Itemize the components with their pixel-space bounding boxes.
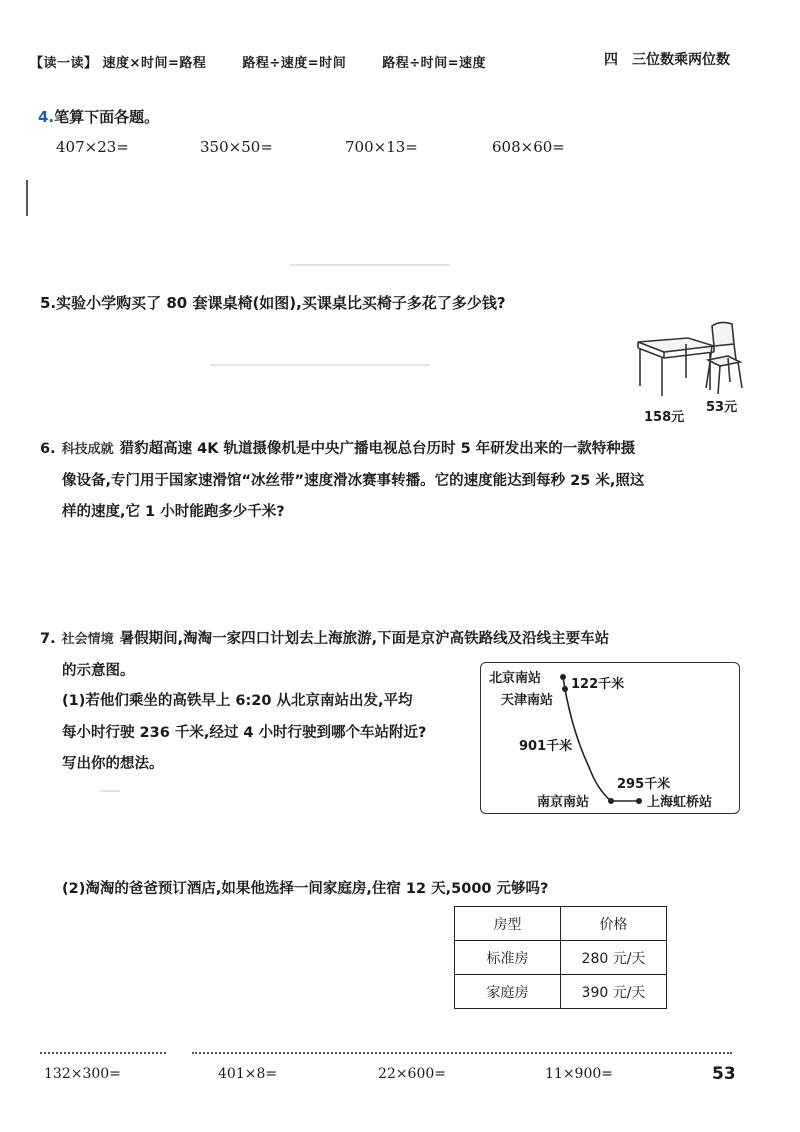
distance-2: 901千米 [519, 739, 573, 754]
table-header-price: 价格 [561, 907, 667, 941]
q7-number: 7. [40, 631, 56, 647]
distance-3: 295千米 [617, 777, 671, 792]
table-header-row [455, 907, 667, 941]
footer-item-1: 132×300= [44, 1066, 121, 1082]
station-nanjing-south: 南京南站 [537, 795, 590, 810]
formula-speed: 路程÷时间=速度 [382, 56, 487, 71]
chapter-title: 四 三位数乘两位数 [604, 52, 730, 68]
footer-item-4: 11×900= [545, 1066, 613, 1082]
room-price-table [454, 906, 667, 1009]
table-cell: 标准房 [455, 941, 561, 975]
table-row [455, 975, 667, 1009]
station-tianjin-south: 天津南站 [501, 693, 554, 708]
table-cell: 390 元/天 [561, 975, 667, 1009]
q7-line-2: 的示意图。 [62, 663, 135, 679]
scan-line [100, 790, 120, 792]
q5-text: 5.实验小学购买了 80 套课桌椅(如图),买课桌比买椅子多花了多少钱? [40, 294, 506, 312]
q4-item-1: 407×23= [56, 138, 129, 156]
formula-distance: 速度×时间=路程 [102, 56, 207, 71]
q4-title [38, 106, 159, 127]
read-label: 【读一读】 [30, 56, 98, 71]
formula-time: 路程÷速度=时间 [242, 56, 347, 71]
distance-1: 122千米 [571, 677, 625, 692]
footer-divider-left [40, 1052, 166, 1054]
scan-line [210, 364, 430, 366]
q7-sub1-line-1: (1)若他们乘坐的高铁早上 6:20 从北京南站出发,平均 [62, 693, 413, 709]
scan-line [290, 264, 450, 266]
desk-chair-illustration [628, 318, 748, 398]
route-map [480, 662, 740, 814]
header-formulas [30, 52, 486, 71]
station-shanghai-hongqiao: 上海虹桥站 [647, 795, 713, 810]
station-beijing-south: 北京南站 [489, 671, 542, 686]
q7-sub2: (2)淘淘的爸爸预订酒店,如果他选择一间家庭房,住宿 12 天,5000 元够吗? [62, 881, 549, 897]
q7-sub1-line-3: 写出你的想法。 [62, 756, 164, 772]
q7-tag: 社会情境 [61, 632, 114, 647]
q4-text: 笔算下面各题。 [54, 108, 160, 126]
margin-mark [26, 180, 28, 216]
q4-item-4: 608×60= [492, 138, 565, 156]
q6-line-2: 像设备,专门用于国家速滑馆“冰丝带”速度滑冰赛事转播。它的速度能达到每秒 25 米,照这 [62, 473, 645, 489]
q6-tag: 科技成就 [61, 442, 114, 457]
chair-price: 53元 [706, 400, 738, 415]
page-number: 53 [712, 1064, 736, 1084]
q4-item-3: 700×13= [345, 138, 418, 156]
desk-price: 158元 [644, 410, 685, 425]
footer-item-3: 22×600= [378, 1066, 446, 1082]
q7-line-1 [40, 624, 609, 655]
table-row [455, 941, 667, 975]
footer-item-2: 401×8= [218, 1066, 278, 1082]
q7-text-1: 暑假期间,淘淘一家四口计划去上海旅游,下面是京沪高铁路线及沿线主要车站 [119, 631, 610, 647]
table-cell: 280 元/天 [561, 941, 667, 975]
q6-text-1: 猎豹超高速 4K 轨道摄像机是中央广播电视总台历时 5 年研发出来的一款特种摄 [119, 441, 636, 457]
q6-number: 6. [40, 441, 56, 457]
q4-item-2: 350×50= [200, 138, 273, 156]
q6-line-1 [40, 434, 635, 465]
q7-sub1-line-2: 每小时行驶 236 千米,经过 4 小时行驶到哪个车站附近? [62, 725, 427, 741]
table-header-room-type: 房型 [455, 907, 561, 941]
q6-line-3: 样的速度,它 1 小时能跑多少千米? [62, 504, 285, 520]
footer-divider-right [192, 1052, 732, 1054]
q4-number: 4. [38, 108, 55, 126]
table-cell: 家庭房 [455, 975, 561, 1009]
